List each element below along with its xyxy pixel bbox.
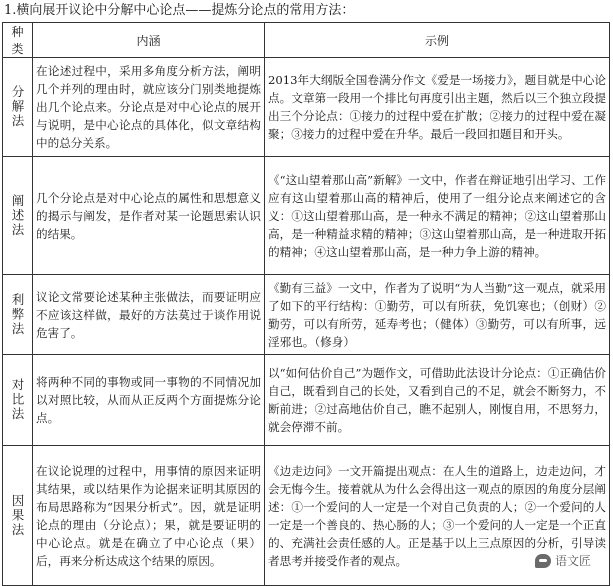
table-row [3, 58, 610, 157]
definition-text: 议论文常要论述某种主张做法，而要证明应不应该这样做，最好的方法莫过于谈作用说危害了。 [36, 289, 261, 340]
category-cell [3, 157, 33, 275]
category-cell [3, 355, 33, 446]
category-cell [3, 275, 33, 355]
example-text: 《边走边问》一文开篇提出观点：在人生的道路上，边走边问，才会无悔今生。接着就从为什么会得出这一观点的原因的角度分层阐述：①一个爱问的人一定是一个对自己负责的人；②一个爱问的人一定是一个善良的、热心肠的人；③一个爱问的人一定是一个正直的、充满社会责任感的人。正是基于以上三点原因的分析，引导读者思考并接受作者的观点。 [268, 463, 606, 568]
watermark [533, 552, 593, 569]
definition-text: 将两种不同的事物或同一事物的不同情况加以对照比较，从而从正反两个方面提炼分论点。 [36, 375, 261, 425]
table-header-row [3, 23, 610, 58]
chat-bubble-icon [535, 554, 551, 568]
category-label: 对比法 [10, 378, 25, 422]
example-cell [265, 157, 610, 275]
header-category: 种类 [3, 23, 33, 58]
definition-cell [33, 446, 265, 586]
watermark-text: 语文匠 [554, 554, 591, 568]
example-cell [265, 355, 610, 446]
example-cell [265, 58, 610, 157]
table-row [3, 446, 610, 586]
definition-cell [33, 58, 265, 157]
example-cell [265, 275, 610, 355]
definition-cell [33, 157, 265, 275]
header-example: 示例 [265, 23, 610, 58]
header-definition: 内涵 [33, 23, 265, 58]
category-label: 阐述法 [10, 193, 25, 238]
definition-cell [33, 355, 265, 446]
category-cell [3, 58, 33, 157]
example-text: 以“如何估价自己”为题作文，可借助此法设计分论点：①正确估价自己，既看到自己的长处，又看到自己的不足，就会不断努力，不断前进；②过高地估价自己，瞧不起别人，刚愎自用，不思努力，就会停滞不前。 [268, 366, 606, 434]
example-text: 《“这山望着那山高”新解》一文中，作者在辩证地引出学习、工作应有这山望着那山高的精神后，使用了一组分论点来阐述它的含义：①这山望着那山高，是一种永不满足的精神；②这山望着那山高，是一种精益求精的精神；③这山望着那山高，是一种进取开拓的精神；④这山望着那山高，是一种力争上游的精神。 [268, 172, 606, 259]
definition-text: 几个分论点是对中心论点的属性和思想意义的揭示与阐发，是作者对某一论题思索认识的结果。 [36, 190, 261, 241]
table-row [3, 157, 610, 275]
page-heading: 1.横向展开议论中分解中心论点——提炼分论点的常用方法： [4, 3, 355, 18]
definition-text: 在议论说理的过程中，用事情的原因来证明其结果，或以结果作为论据来证明其原因的布局思路称为“因果分析式”。因，就是证明论点的理由（分论点）；果，就是要证明的中心论点。就是在确立了中心论点（果）后，再来分析达成这个结果的原因。 [36, 463, 261, 568]
category-label: 因果法 [10, 493, 25, 538]
definition-cell [33, 275, 265, 355]
category-label: 利弊法 [10, 292, 25, 337]
example-text: 2013年大纲版全国卷满分作文《爱是一场接力》，题目就是中心论点。文章第一段用一个排比句再度引出主题，然后以三个独立段提出三个分论点：①接力的过程中爱在扩散；②接力的过程中爱在凝聚；③接力的过程中爱在升华。最后一段回扣题目和开头。 [268, 73, 606, 141]
category-cell [3, 446, 33, 586]
category-label: 分解法 [10, 85, 25, 129]
methods-table [2, 22, 610, 586]
definition-text: 在论述过程中，采用多角度分析方法，阐明几个并列的理由时，就应该分门别类地提炼出几个论点来。分论点是对中心论点的展开与说明，是中心论点的具体化，似文章结构中的总分关系。 [36, 64, 261, 150]
example-text: 《勤有三益》一文中，作者为了说明“为人当勤”这一观点，就采用了如下的平行结构：①勤劳，可以有所获，免饥寒也；（创财）②勤劳，可以有所劳，延寿考也；（健体）③勤劳，可以有所事，远淫邪也。（修身） [268, 280, 606, 349]
table-row [3, 275, 610, 355]
table-row [3, 355, 610, 446]
